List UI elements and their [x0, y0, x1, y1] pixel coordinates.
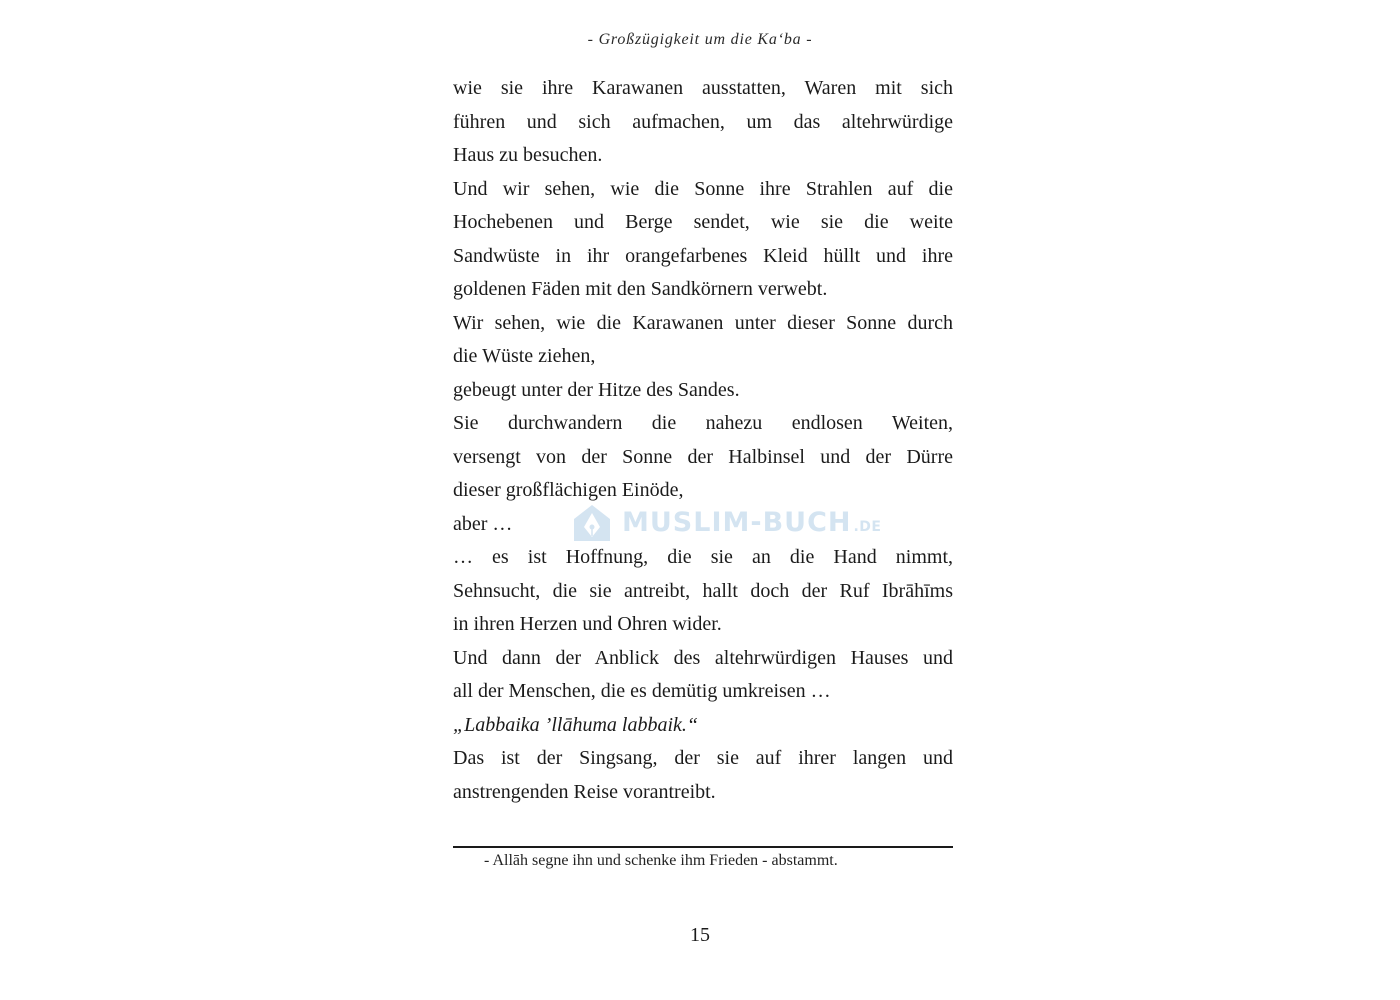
body-text: [453, 72, 953, 809]
running-header: - Großzügigkeit um die Ka‘ba -: [587, 31, 813, 48]
footnote-divider: [453, 846, 953, 848]
text-line: anstrengenden Reise vorantreibt.: [453, 780, 716, 803]
text-line: Hochebenen und Berge sendet, wie sie die weite: [453, 211, 953, 233]
text-line: Wir sehen, wie die Karawanen unter dieser Sonne durch: [453, 311, 953, 334]
text-line: … es ist Hoffnung, die sie an die Hand nimmt,: [453, 546, 953, 568]
text-line: in ihren Herzen und Ohren wider.: [453, 613, 722, 635]
text-line: wie sie ihre Karawanen ausstatten, Waren mit sich: [453, 77, 953, 99]
text-line: führen und sich aufmachen, um das altehrwürdige: [453, 110, 953, 133]
footnote: - Allāh segne ihn und schenke ihm Frieden - abstammt.: [484, 852, 838, 869]
text-line: versengt von der Sonne der Halbinsel und der Dürre: [453, 445, 953, 468]
text-line: goldenen Fäden mit den Sandkörnern verwebt.: [453, 278, 828, 300]
text-line: Das ist der Singsang, der sie auf ihrer langen und: [453, 747, 953, 769]
text-line: die Wüste ziehen,: [453, 345, 596, 367]
text-line: aber …: [453, 512, 513, 535]
text-line: Und wir sehen, wie die Sonne ihre Strahlen auf die: [453, 177, 953, 200]
text-line: Und dann der Anblick des altehrwürdigen Hauses und: [453, 646, 953, 669]
watermark-suffix: .DE: [853, 519, 882, 535]
text-line: Sandwüste in ihr orangefarbenes Kleid hüllt und ihre: [453, 244, 953, 267]
text-line: all der Menschen, die es demütig umkreisen …: [453, 680, 831, 702]
page-number: 15: [690, 924, 710, 946]
watermark-name: MUSLIM-BUCH: [622, 507, 852, 538]
text-line: Sie durchwandern die nahezu endlosen Weiten,: [453, 412, 953, 434]
text-line: Sehnsucht, die sie antreibt, hallt doch der Ruf Ibrāhīms: [453, 579, 953, 602]
text-line: gebeugt unter der Hitze des Sandes.: [453, 378, 740, 401]
quote-line: „Labbaika ’llāhuma labbaik.“: [453, 713, 699, 736]
text-line: dieser großflächigen Einöde,: [453, 479, 684, 501]
text-line: Haus zu besuchen.: [453, 144, 603, 166]
